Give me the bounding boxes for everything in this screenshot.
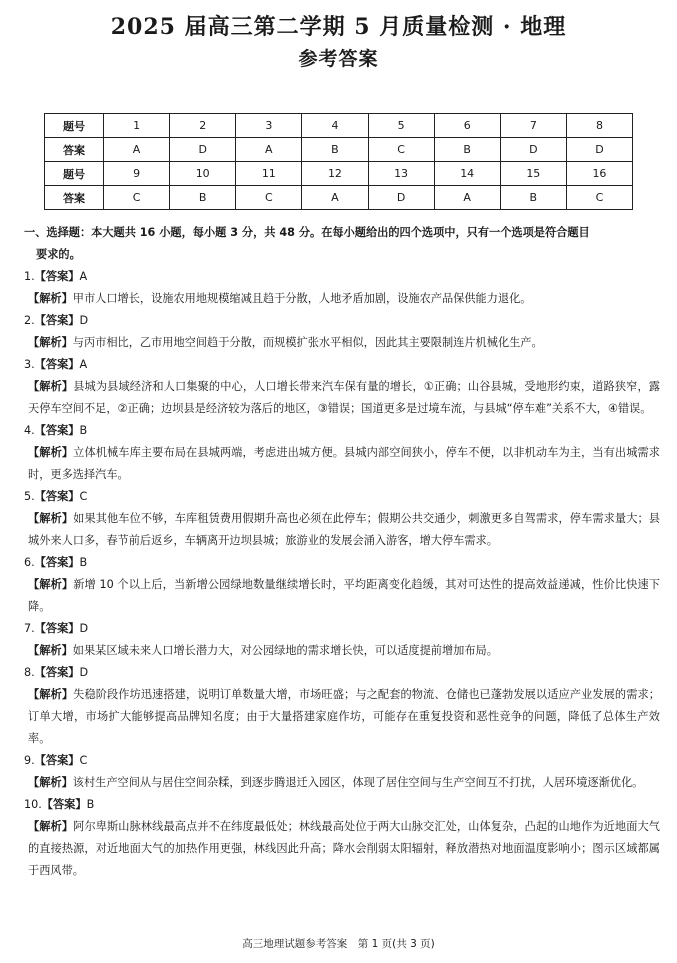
table-row-numbers-1 (45, 114, 633, 138)
question-number: 8. (24, 666, 35, 679)
table-cell: 1 (104, 114, 170, 138)
table-cell: 4 (302, 114, 368, 138)
explanation-text: 阿尔卑斯山脉林线最高点并不在纬度最低处；林线最高处位于两大山脉交汇处，山体复杂，凸起的山地作为近地面大气的直接热源，对近地面大气的加热作用更强，林线因此升高；降水会削弱太阳辐射，释放潜热对地面温度影响小；图示区域都属于西风带。 (28, 820, 660, 877)
answer-item (24, 310, 660, 354)
answer-tag: 【答案】 (34, 490, 80, 503)
answer-content (24, 222, 660, 882)
table-cell: D (368, 186, 434, 210)
table-cell: 14 (434, 162, 500, 186)
answer-tag: 【答案】 (34, 314, 80, 327)
question-number: 4. (24, 424, 35, 437)
answer-item (24, 354, 660, 420)
explanation-text: 县城为县域经济和人口集聚的中心，人口增长带来汽车保有量的增长，①正确；山谷县城，受地形约束，道路狭窄，露天停车空间不足，②正确；边坝县是经济较为落后的地区，③错误；国道更多是过境车流，与县城“停车难”关系不大，④错误。 (28, 380, 660, 415)
answer-line (24, 486, 660, 508)
question-number: 2. (24, 314, 35, 327)
table-cell: 9 (104, 162, 170, 186)
explanation-text: 失稳阶段作坊迅速搭建，说明订单数量大增，市场旺盛；与之配套的物流、仓储也已蓬勃发展以适应产业发展的需求；订单大增，市场扩大能够提高品牌知名度；由于大量搭建家庭作坊，可能存在重复投资和恶性竞争的问题，降低了总体生产效率。 (28, 688, 660, 745)
answer-tag: 【答案】 (41, 798, 87, 811)
explanation-line (28, 772, 660, 794)
table-row-answers-1 (45, 138, 633, 162)
table-cell: C (236, 186, 302, 210)
table-cell: A (434, 186, 500, 210)
answer-line (24, 794, 660, 816)
explanation-text: 如果其他车位不够，车库租赁费用假期升高也必须在此停车；假期公共交通少，刺激更多自驾需求，停车需求量大；县城外来人口多，春节前后返乡，车辆离开边坝县城；旅游业的发展会涌入游客，增大停车需求。 (28, 512, 660, 547)
table-cell: C (104, 186, 170, 210)
table-cell: 11 (236, 162, 302, 186)
answer-line (24, 662, 660, 684)
answer-line (24, 420, 660, 442)
table-cell: 10 (170, 162, 236, 186)
answer-line (24, 354, 660, 376)
explanation-text: 新增 10 个以上后，当新增公园绿地数量继续增长时，平均距离变化趋缓，其对可达性的提高效益递减，性价比快速下降。 (28, 578, 660, 613)
table-cell: 2 (170, 114, 236, 138)
explanation-text: 与丙市相比，乙市用地空间趋于分散，而规模扩张水平相似，因此其主要限制连片机械化生产。 (72, 336, 543, 349)
answer-item (24, 486, 660, 552)
answer-value: C (79, 754, 88, 767)
table-cell: 16 (566, 162, 632, 186)
row-label-number: 题号 (45, 162, 104, 186)
explanation-tag: 【解析】 (28, 336, 73, 349)
answer-value: D (79, 622, 89, 635)
explanation-line (28, 288, 660, 310)
question-number: 5. (24, 490, 35, 503)
answer-tag: 【答案】 (34, 358, 80, 371)
explanation-line (28, 684, 660, 750)
answer-tag: 【答案】 (34, 754, 80, 767)
explanation-text: 甲市人口增长，设施农用地规模缩减且趋于分散，人地矛盾加剧，设施农产品保供能力退化。 (72, 292, 532, 305)
answer-table (44, 113, 633, 210)
answer-line (24, 750, 660, 772)
explanation-text: 立体机械车库主要布局在县城两端，考虑进出城方便。县城内部空间狭小，停车不便，以非机动车为主，当有出城需求时，更多选择汽车。 (28, 446, 660, 481)
answer-item (24, 750, 660, 794)
section-intro: 一、选择题：本大题共 16 小题，每小题 3 分，共 48 分。在每小题给出的四个选项中，只有一个选项是符合题目 (24, 226, 590, 239)
table-cell: D (500, 138, 566, 162)
table-cell: 3 (236, 114, 302, 138)
answer-tag: 【答案】 (34, 666, 80, 679)
explanation-line (28, 376, 660, 420)
table-cell: C (368, 138, 434, 162)
table-row-numbers-2 (45, 162, 633, 186)
answer-value: B (86, 798, 95, 811)
table-cell: C (566, 186, 632, 210)
answer-value: D (79, 314, 89, 327)
explanation-tag: 【解析】 (28, 380, 74, 393)
answer-value: B (79, 556, 88, 569)
explanation-tag: 【解析】 (28, 776, 73, 789)
table-cell: 8 (566, 114, 632, 138)
question-number: 9. (24, 754, 35, 767)
answer-value: B (79, 424, 88, 437)
answer-value: A (79, 358, 88, 371)
explanation-line (28, 332, 660, 354)
explanation-tag: 【解析】 (28, 688, 74, 701)
question-number: 3. (24, 358, 35, 371)
table-cell: 15 (500, 162, 566, 186)
explanation-text: 该村生产空间从与居住空间杂糅，到逐步腾退迁入园区，体现了居住空间与生产空间互不打扰，人居环境逐渐优化。 (72, 776, 644, 789)
row-label-number: 题号 (45, 114, 104, 138)
table-cell: B (500, 186, 566, 210)
answer-line (24, 552, 660, 574)
table-cell: 5 (368, 114, 434, 138)
explanation-tag: 【解析】 (28, 578, 74, 591)
explanation-line (28, 574, 660, 618)
answer-tag: 【答案】 (34, 556, 80, 569)
explanation-line (28, 508, 660, 552)
explanation-text: 如果某区域未来人口增长潜力大，对公园绿地的需求增长快，可以适度提前增加布局。 (72, 644, 498, 657)
answer-line (24, 310, 660, 332)
page-title: 2025 届高三第二学期 5 月质量检测 · 地理 (110, 14, 567, 40)
table-cell: B (170, 186, 236, 210)
answer-value: C (79, 490, 88, 503)
explanation-tag: 【解析】 (28, 292, 73, 305)
table-cell: A (302, 186, 368, 210)
question-number: 10. (24, 798, 42, 811)
page-footer: 高三地理试题参考答案 第 1 页(共 3 页) (242, 938, 435, 950)
answer-item (24, 552, 660, 618)
answer-item (24, 420, 660, 486)
table-cell: 6 (434, 114, 500, 138)
page-subtitle: 参考答案 (298, 48, 379, 70)
answer-item (24, 266, 660, 310)
table-cell: A (104, 138, 170, 162)
answer-item (24, 662, 660, 750)
answer-line (24, 618, 660, 640)
explanation-tag: 【解析】 (28, 644, 73, 657)
table-cell: 12 (302, 162, 368, 186)
table-cell: D (566, 138, 632, 162)
answer-value: A (79, 270, 88, 283)
answer-tag: 【答案】 (34, 622, 80, 635)
row-label-answer: 答案 (45, 186, 104, 210)
row-label-answer: 答案 (45, 138, 104, 162)
question-number: 6. (24, 556, 35, 569)
table-cell: D (170, 138, 236, 162)
explanation-tag: 【解析】 (28, 820, 74, 833)
explanation-tag: 【解析】 (28, 446, 74, 459)
table-row-answers-2 (45, 186, 633, 210)
table-cell: 13 (368, 162, 434, 186)
explanation-line (28, 442, 660, 486)
question-number: 7. (24, 622, 35, 635)
answer-tag: 【答案】 (34, 424, 80, 437)
explanation-line (28, 640, 660, 662)
answer-value: D (79, 666, 89, 679)
explanation-line (28, 816, 660, 882)
question-number: 1. (24, 270, 35, 283)
answer-line (24, 266, 660, 288)
table-cell: B (302, 138, 368, 162)
explanation-tag: 【解析】 (28, 512, 74, 525)
table-cell: 7 (500, 114, 566, 138)
section-intro-continued: 要求的。 (36, 248, 81, 261)
table-cell: B (434, 138, 500, 162)
table-cell: A (236, 138, 302, 162)
answer-item (24, 794, 660, 882)
answer-item (24, 618, 660, 662)
answer-tag: 【答案】 (34, 270, 80, 283)
